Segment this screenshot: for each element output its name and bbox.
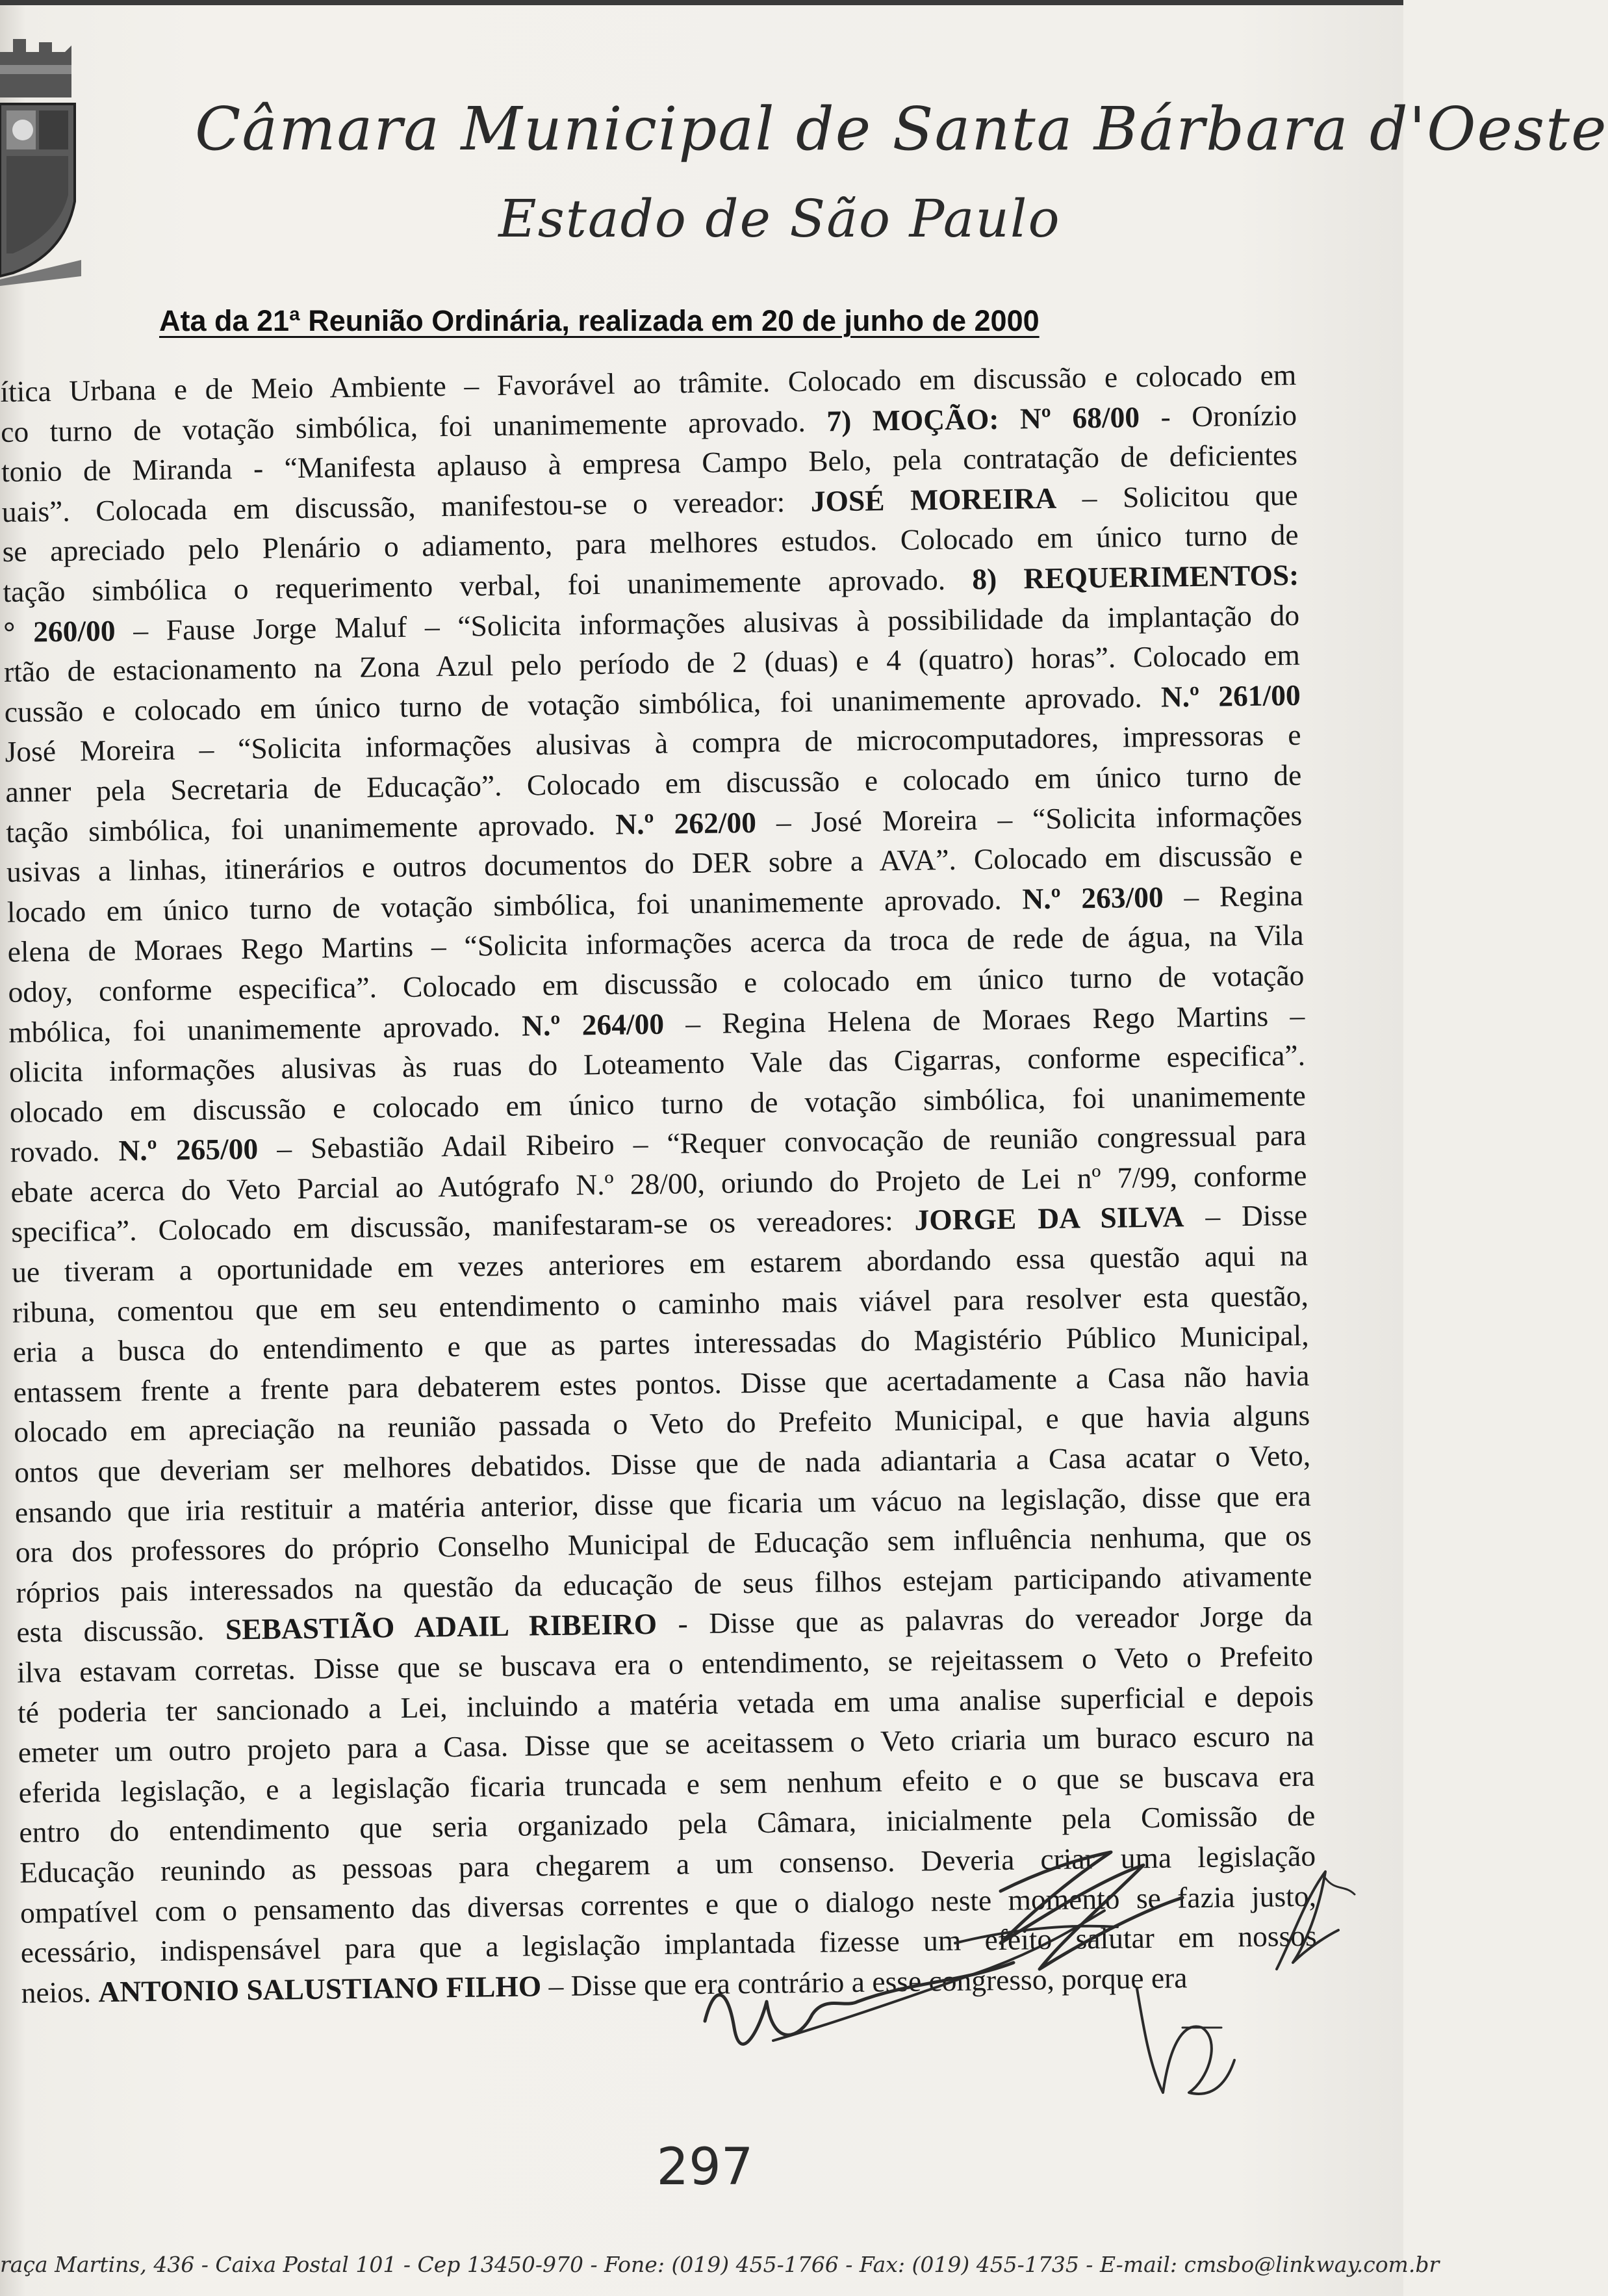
state-name: Estado de São Paulo [498, 188, 1061, 249]
text-segment: olocado em discussão e colocado em único turno de votação simbólica, foi unanimemente [9, 1078, 1307, 1129]
municipal-crest-icon [0, 26, 91, 286]
text-segment: Educação reunindo as pessoas para chegarem a um consenso. Deveria criar uma legislação [19, 1838, 1316, 1889]
text-segment: specifica”. Colocado em discussão, manifestaram-se os vereadores: [10, 1204, 915, 1249]
text-segment: cussão e colocado em único turno de votação simbólica, foi unanimemente aprovado. [4, 680, 1162, 729]
minutes-body [0, 355, 1318, 2013]
text-segment: – Disse [1184, 1198, 1308, 1233]
scan-top-edge [0, 0, 1403, 5]
bold-text-segment: JOSÉ MOREIRA [810, 481, 1057, 518]
text-segment: odoy, conforme especifica”. Colocado em discussão e colocado em único turno de votação [8, 958, 1305, 1009]
text-segment: – Regina [1163, 878, 1304, 914]
text-segment: ontos que deveriam ser melhores debatidos. Disse que de nada adiantaria a Casa acatar o Veto, [14, 1438, 1311, 1489]
chamber-name: Câmara Municipal de Santa Bárbara d'Oeste [195, 94, 1608, 164]
text-segment: ue tiveram a oportunidade em vezes anteriores em estarem abordando essa questão aqui na [11, 1238, 1308, 1289]
text-segment: usivas a linhas, itinerários e outros documentos do DER sobre a AVA”. Colocado em discussão e [6, 838, 1303, 889]
text-segment: – Disse que era contrário a esse congresso, porque era [541, 1961, 1188, 2003]
text-segment: anner pela Secretaria de Educação”. Colocado em discussão e colocado em único turno de [5, 758, 1302, 808]
text-segment: entro do entendimento que seria organizado pela Câmara, inicialmente pela Comissão de [19, 1799, 1316, 1850]
bold-text-segment: N.º 262/00 [615, 805, 757, 841]
text-segment: – José Moreira – “Solicita informações [756, 798, 1303, 839]
text-segment: ompatível com o pensamento das diversas correntes e que o dialogo neste momento se fazia justo, [19, 1879, 1317, 1929]
text-segment: entassem frente a frente para debaterem estes pontos. Disse que acertadamente a Casa não havia [13, 1358, 1310, 1409]
handwritten-signatures [0, 1833, 1403, 2145]
text-segment: José Moreira – “Solicita informações alusivas à compra de microcomputadores, impressoras e [5, 718, 1301, 769]
text-segment: té poderia ter sancionado a Lei, incluindo a matéria vetada em uma analise superficial e depois [17, 1679, 1314, 1729]
text-segment: tação simbólica o requerimento verbal, foi unanimemente aprovado. [3, 562, 973, 608]
text-segment: – Sebastião Adail Ribeiro – “Requer convocação de reunião congressual para [257, 1118, 1307, 1166]
text-segment: ensando que iria restituir a matéria anterior, disse que ficaria um vácuo na legislação, disse que era [14, 1478, 1312, 1529]
footer-address: raça Martins, 436 - Caixa Postal 101 - Cep 13450-970 - Fone: (019) 455-1766 - Fax: (019) 455-1735 - E-mail: cmsbo@linkway.com.br [0, 2252, 1440, 2277]
text-segment: elena de Moraes Rego Martins – “Solicita informações acerca da troca de rede de água, na Vila [7, 918, 1304, 969]
text-segment: locado em único turno de votação simbólica, foi unanimemente aprovado. [6, 882, 1023, 929]
bold-text-segment: N.º 265/00 [118, 1132, 259, 1167]
text-segment: róprios pais interessados na questão da educação de seus filhos estejam participando ativamente [16, 1558, 1312, 1609]
text-segment: emeter um outro projeto para a Casa. Disse que se aceitassem o Veto criaria um buraco escuro na [18, 1718, 1314, 1770]
bold-text-segment: 8) REQUERIMENTOS: [971, 558, 1299, 596]
text-segment: uais”. Colocada em discussão, manifestou-se o vereador: [1, 484, 811, 528]
text-segment: – Regina Helena de Moraes Rego Martins – [663, 998, 1305, 1040]
text-segment: rovado. [10, 1133, 119, 1169]
bold-text-segment: N.º 264/00 [521, 1007, 665, 1042]
text-segment: ora dos professores do próprio Conselho Municipal de Educação sem influência nenhuma, que os [15, 1518, 1312, 1569]
text-segment: eria a busca do entendimento e que as partes interessadas do Magistério Público Municipal, [12, 1319, 1309, 1369]
text-segment: ribuna, comentou que em seu entendimento o caminho mais viável para resolver esta questão, [12, 1278, 1309, 1329]
bold-text-segment: N.º 263/00 [1022, 880, 1164, 916]
bold-text-segment: ANTONIO SALUSTIANO FILHO [98, 1969, 542, 2008]
text-segment: - Disse que as palavras do vereador Jorge da [656, 1599, 1313, 1641]
text-segment: mbólica, foi unanimemente aprovado. [8, 1009, 522, 1049]
text-segment: co turno de votação simbólica, foi unanimemente aprovado. [0, 404, 827, 448]
text-segment: rtão de estacionamento na Zona Azul pelo período de 2 (duas) e 4 (quatro) horas”. Colocado em [3, 638, 1301, 689]
bold-text-segment: N.º 261/00 [1160, 678, 1301, 714]
text-segment: ebate acerca do Veto Parcial ao Autógrafo N.º 28/00, oriundo do Projeto de Lei nº 7/99, conforme [10, 1158, 1307, 1209]
text-segment: ítica Urbana e de Meio Ambiente – Favorável ao trâmite. Colocado em discussão e colocado em [0, 357, 1297, 408]
text-segment: ecessário, indispensável para que a legislação implantada fizesse um efeito salutar em nossos [20, 1918, 1318, 1969]
text-segment: olicita informações alusivas às ruas do Loteamento Vale das Cigarras, conforme especifica”. [8, 1038, 1306, 1089]
text-segment: neios. [21, 1974, 99, 2009]
text-segment: – Solicitou que [1056, 478, 1298, 515]
text-segment: eferida legislação, e a legislação ficaria truncada e sem nenhum efeito e o que se buscava era [18, 1759, 1315, 1809]
text-segment: - Oronízio [1139, 398, 1297, 433]
bold-text-segment: 7) MOÇÃO: Nº 68/00 [826, 400, 1140, 437]
bold-text-segment: JORGE DA SILVA [914, 1200, 1184, 1237]
text-segment: – Fause Jorge Maluf – “Solicita informações alusivas à possibilidade da implantação do [115, 598, 1300, 647]
text-segment: olocado em apreciação na reunião passada o Veto do Prefeito Municipal, e que havia alguns [14, 1399, 1310, 1449]
text-segment: esta discussão. [16, 1613, 226, 1649]
text-segment: ilva estavam corretas. Disse que se buscava era o entendimento, se rejeitassem o Veto o Prefeito [16, 1638, 1314, 1689]
minutes-title: Ata da 21ª Reunião Ordinária, realizada em 20 de junho de 2000 [159, 304, 1040, 337]
bold-text-segment: ° 260/00 [3, 613, 116, 649]
text-segment: tonio de Miranda - “Manifesta aplauso à empresa Campo Belo, pela contratação de deficientes [1, 438, 1298, 489]
page-number: 297 [656, 2138, 754, 2197]
bold-text-segment: SEBASTIÃO ADAIL RIBEIRO [225, 1607, 657, 1647]
text-segment: tação simbólica, foi unanimemente aprovado. [5, 807, 616, 849]
text-segment: se apreciado pelo Plenário o adiamento, para melhores estudos. Colocado em único turno de [2, 518, 1299, 569]
